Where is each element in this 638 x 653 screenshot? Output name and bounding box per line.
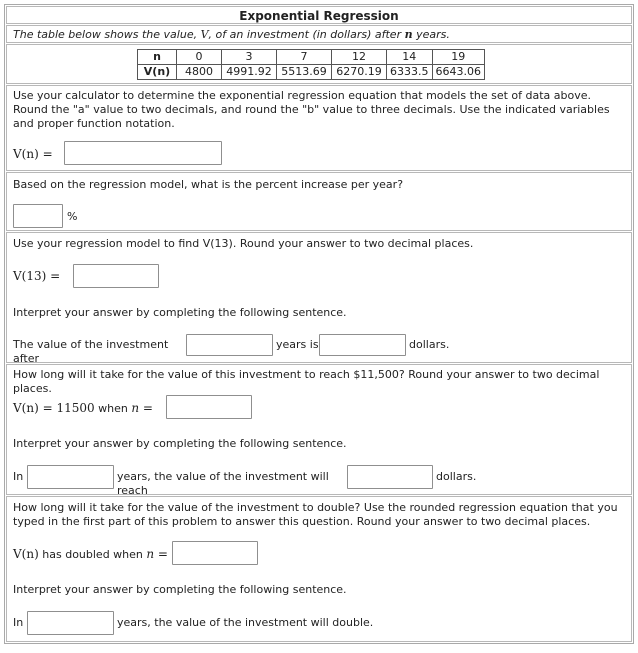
part3-question: Use your regression model to find V(13). Round your answer to two decimal places. bbox=[13, 237, 474, 250]
part5-label bbox=[13, 547, 183, 562]
part5-section bbox=[6, 496, 632, 642]
table-cell: 14 bbox=[387, 50, 433, 65]
page-title: Exponential Regression bbox=[6, 6, 632, 24]
part4-dollars-input[interactable] bbox=[347, 465, 433, 489]
table-cell: 0 bbox=[177, 50, 222, 65]
v13-input[interactable] bbox=[73, 264, 159, 288]
table-cell: 19 bbox=[432, 50, 485, 65]
part2-section bbox=[6, 172, 632, 231]
percent-increase-input[interactable] bbox=[13, 204, 63, 228]
part1-section bbox=[6, 85, 632, 171]
part4-section bbox=[6, 364, 632, 495]
intro-var-n: n bbox=[404, 28, 413, 41]
part3-years-input[interactable] bbox=[186, 334, 273, 356]
part5-interpret: Interpret your answer by completing the following sentence. bbox=[13, 583, 347, 596]
table-cell: 12 bbox=[332, 50, 387, 65]
percent-unit: % bbox=[67, 210, 78, 223]
part4-sentence-post: dollars. bbox=[436, 470, 477, 483]
part3-sentence-post: dollars. bbox=[409, 338, 450, 351]
table-cell: 7 bbox=[277, 50, 332, 65]
intro-post: years. bbox=[412, 28, 450, 41]
part5-sentence-pre: In bbox=[13, 616, 24, 629]
part4-n-input[interactable] bbox=[166, 395, 252, 419]
data-table bbox=[137, 49, 485, 80]
part3-dollars-input[interactable] bbox=[319, 334, 406, 356]
part5-n-input[interactable] bbox=[172, 541, 258, 565]
part4-label-n: n = bbox=[131, 401, 153, 415]
table-cell: 6333.5 bbox=[387, 65, 433, 80]
part4-label bbox=[13, 401, 173, 416]
part1-label: V(n) = bbox=[13, 147, 53, 161]
table-header-v: V(n) bbox=[138, 65, 177, 80]
part4-years-input[interactable] bbox=[27, 465, 114, 489]
table-row-v bbox=[138, 65, 485, 80]
part5-sentence-post: years, the value of the investment will double. bbox=[117, 616, 374, 629]
table-cell: 4800 bbox=[177, 65, 222, 80]
intro-mid: , of an investment (in dollars) after bbox=[208, 28, 405, 41]
part1-instructions: Use your calculator to determine the exponential regression equation that models the set of data above. Round the "a" value to two decimals, and round the "b" value to three decimals. Use the indicated variables and proper function notation. bbox=[13, 89, 610, 130]
part4-label-when: when bbox=[98, 402, 128, 415]
table-header-n: n bbox=[138, 50, 177, 65]
part4-question: How long will it take for the value of this investment to reach $11,500? Round your answer to two decimal places. bbox=[13, 368, 600, 395]
part4-sentence-mid: years, the value of the investment will reach bbox=[117, 470, 329, 497]
table-cell: 3 bbox=[222, 50, 277, 65]
part3-sentence-pre: The value of the investment after bbox=[13, 338, 169, 365]
regression-equation-input[interactable] bbox=[64, 141, 222, 165]
part5-label-math: V(n) bbox=[13, 547, 39, 561]
part4-interpret: Interpret your answer by completing the following sentence. bbox=[13, 437, 347, 450]
table-cell: 4991.92 bbox=[222, 65, 277, 80]
table-cell: 6643.06 bbox=[432, 65, 485, 80]
table-row-n bbox=[138, 50, 485, 65]
part3-section bbox=[6, 232, 632, 363]
part5-label-n: n = bbox=[146, 547, 168, 561]
intro-text bbox=[6, 25, 632, 43]
intro-var-v: V bbox=[200, 28, 209, 41]
table-cell: 5513.69 bbox=[277, 65, 332, 80]
table-cell: 6270.19 bbox=[332, 65, 387, 80]
part5-question: How long will it take for the value of the investment to double? Use the rounded regression equation that you typed in the first part of this problem to answer this question. Round your answer to two decimal places. bbox=[13, 501, 618, 528]
data-table-section bbox=[6, 44, 632, 84]
part5-years-input[interactable] bbox=[27, 611, 114, 635]
intro-pre: The table below shows the value, bbox=[13, 28, 201, 41]
part3-sentence-mid: years is bbox=[276, 338, 319, 351]
part4-label-math: V(n) = 11500 bbox=[13, 401, 95, 415]
part2-question: Based on the regression model, what is the percent increase per year? bbox=[13, 178, 404, 191]
worksheet bbox=[4, 4, 634, 644]
part3-interpret: Interpret your answer by completing the following sentence. bbox=[13, 306, 347, 319]
part3-label: V(13) = bbox=[13, 269, 61, 283]
part5-label-text: has doubled when bbox=[42, 548, 143, 561]
part4-sentence-pre: In bbox=[13, 470, 24, 483]
